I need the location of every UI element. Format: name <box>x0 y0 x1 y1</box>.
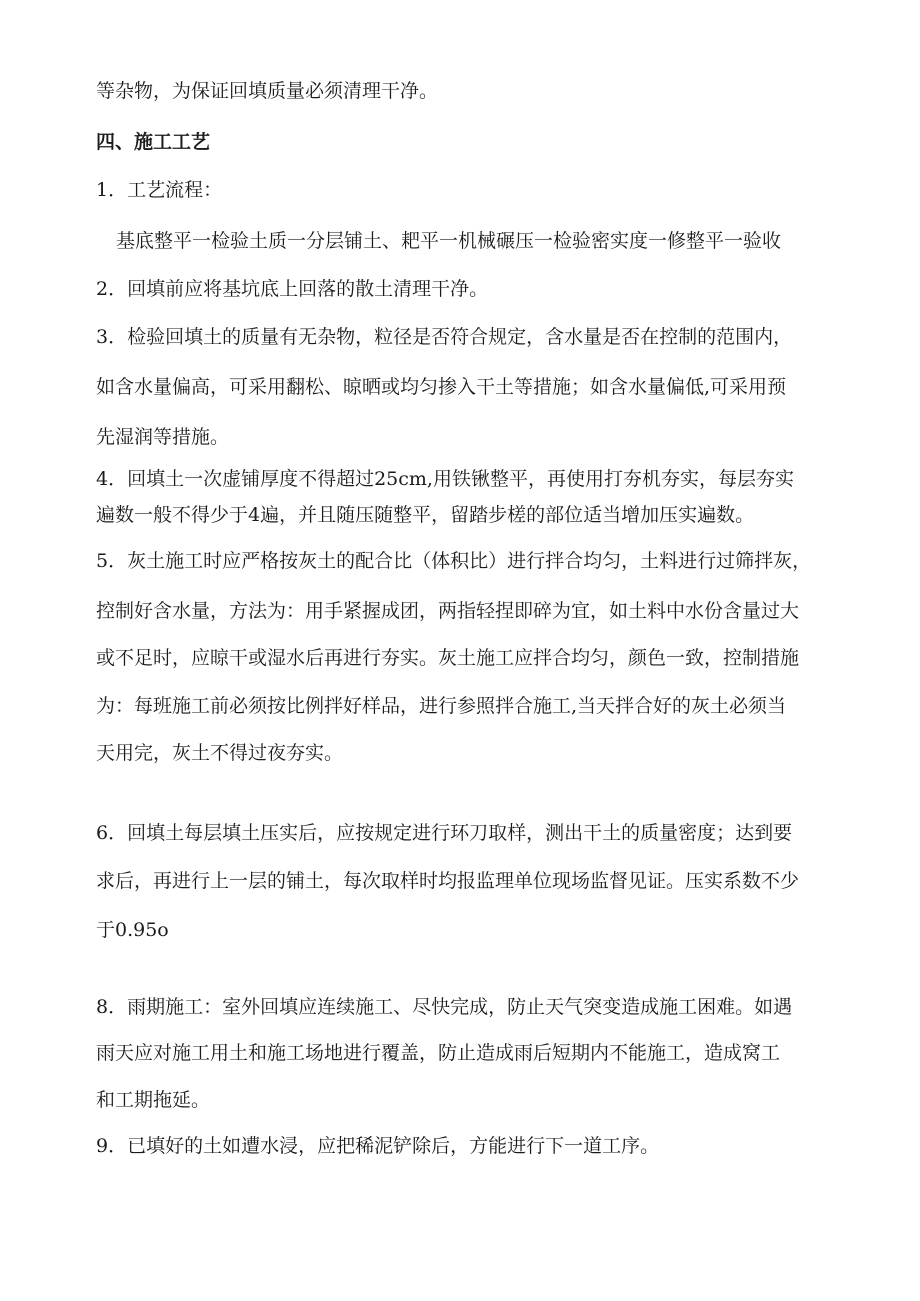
text-line: 4．回填土一次虚铺厚度不得超过25cm,用铁锹整平，再使用打夯机夯实，每层夯实 <box>96 468 794 490</box>
text-line: 6．回填土每层填土压实后，应按规定进行环刀取样，测出干土的质量密度；达到要 <box>96 822 793 844</box>
text-line: 控制好含水量，方法为：用手紧握成团，两指轻捏即碎为宜，如土料中水份含量过大 <box>96 600 800 622</box>
text-line: 求后，再进行上一层的铺土，每次取样时均报监理单位现场监督见证。压实系数不少 <box>96 870 800 892</box>
text-line: 和工期拖延。 <box>96 1089 211 1111</box>
text-line: 雨天应对施工用土和施工场地进行覆盖，防止造成雨后短期内不能施工，造成窝工 <box>96 1042 781 1064</box>
text-line: 先湿润等措施。 <box>96 426 230 448</box>
text-line: 5．灰土施工时应严格按灰土的配合比（体积比）进行拌合均匀，土料进行过筛拌灰， <box>96 550 812 572</box>
text-line: 天用完，灰土不得过夜夯实。 <box>96 742 344 764</box>
text-line: 如含水量偏高，可采用翻松、晾晒或均匀掺入干土等措施；如含水量偏低,可采用预 <box>96 376 787 398</box>
process-flow: 基底整平一检验土质一分层铺土、耙平一机械碾压一检验密实度一修整平一验收 <box>116 230 782 252</box>
text-line: 于0.95o <box>96 919 169 941</box>
text-line: 9．已填好的土如遭水浸，应把稀泥铲除后，方能进行下一道工序。 <box>96 1135 660 1157</box>
text-line: 2．回填前应将基坑底上回落的散土清理干净。 <box>96 278 489 300</box>
text-line: 等杂物，为保证回填质量必须清理干净。 <box>96 80 439 102</box>
text-line: 或不足时，应晾干或湿水后再进行夯实。灰土施工应拌合均匀，颜色一致，控制措施 <box>96 647 800 669</box>
text-line: 1．工艺流程： <box>96 179 223 201</box>
text-line: 3．检验回填土的质量有无杂物，粒径是否符合规定，含水量是否在控制的范围内， <box>96 326 793 348</box>
text-line: 遍数一般不得少于4遍，并且随压随整平，留踏步槎的部位适当增加压实遍数。 <box>96 504 755 526</box>
text-line: 为：每班施工前必须按比例拌好样品，进行参照拌合施工,当天拌合好的灰土必须当 <box>96 695 787 717</box>
section-heading: 四、施工工艺 <box>96 131 211 153</box>
text-line: 8．雨期施工：室外回填应连续施工、尽快完成，防止天气突变造成施工困难。如遇 <box>96 996 793 1018</box>
